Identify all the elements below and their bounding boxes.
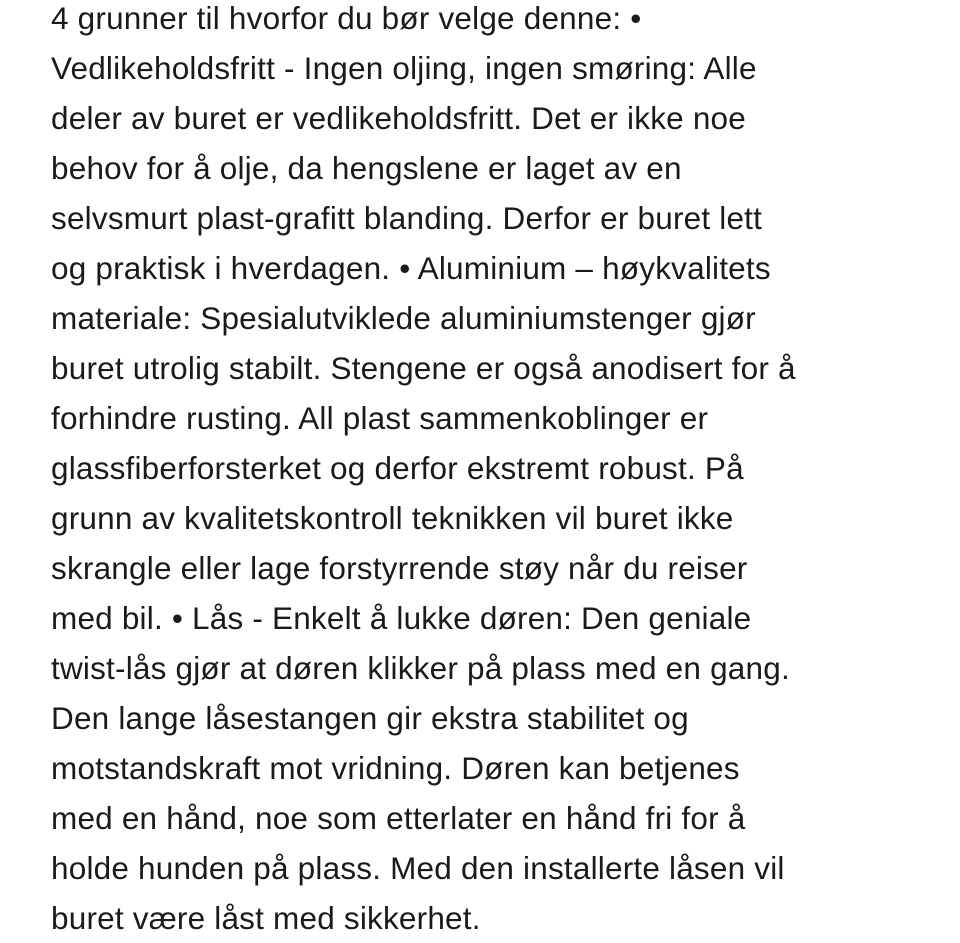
- text-line: skrangle eller lage forstyrrende støy når du reiser: [51, 550, 748, 586]
- text-line: motstandskraft mot vridning. Døren kan betjenes: [51, 750, 740, 786]
- text-line: deler av buret er vedlikeholdsfritt. Det er ikke noe: [51, 100, 746, 136]
- text-line: glassfiberforsterket og derfor ekstremt robust. På: [51, 450, 744, 486]
- text-line: 4 grunner til hvorfor du bør velge denne: •: [51, 0, 642, 36]
- text-line: twist-lås gjør at døren klikker på plass med en gang.: [51, 650, 790, 686]
- text-line: Vedlikeholdsfritt - Ingen oljing, ingen smøring: Alle: [51, 50, 757, 86]
- text-line: og praktisk i hverdagen. • Aluminium – høykvalitets: [51, 250, 771, 286]
- text-line: med en hånd, noe som etterlater en hånd fri for å: [51, 800, 746, 836]
- text-line: holde hunden på plass. Med den installerte låsen vil: [51, 850, 785, 886]
- text-line: med bil. • Lås - Enkelt å lukke døren: Den geniale: [51, 600, 752, 636]
- text-line: materiale: Spesialutviklede aluminiumstenger gjør: [51, 300, 756, 336]
- text-line: grunn av kvalitetskontroll teknikken vil buret ikke: [51, 500, 734, 536]
- text-line: selvsmurt plast-grafitt blanding. Derfor er buret lett: [51, 200, 763, 236]
- text-line: buret utrolig stabilt. Stengene er også anodisert for å: [51, 350, 796, 386]
- text-line: buret være låst med sikkerhet.: [51, 900, 481, 936]
- text-line: behov for å olje, da hengslene er laget av en: [51, 150, 682, 186]
- text-line: Den lange låsestangen gir ekstra stabilitet og: [51, 700, 689, 736]
- text-line: forhindre rusting. All plast sammenkoblinger er: [51, 400, 709, 436]
